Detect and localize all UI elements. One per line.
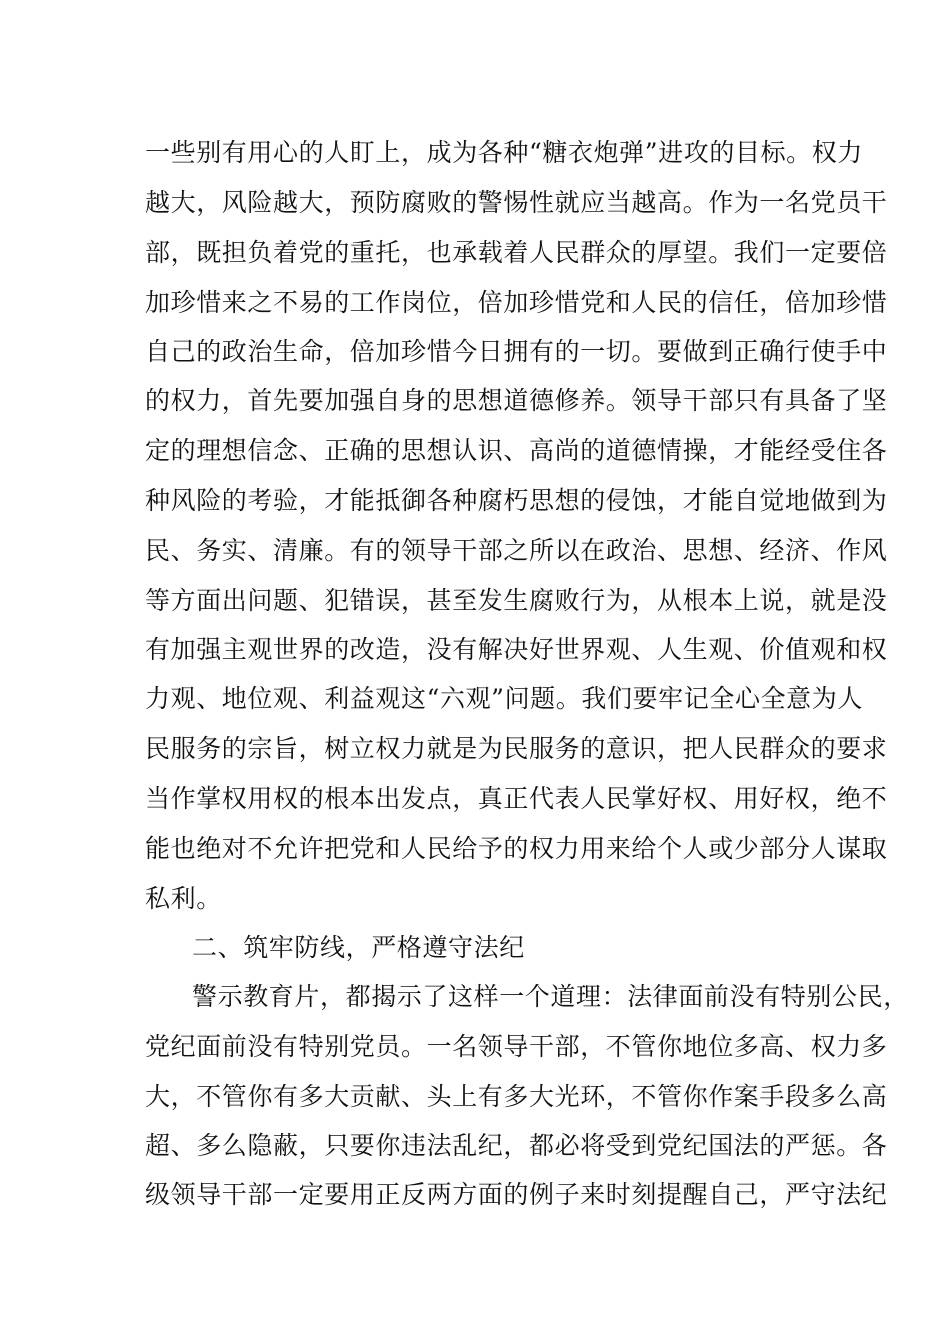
body-line: 自己的政治生命，倍加珍惜今日拥有的一切。要做到正确行使手中 (145, 337, 888, 366)
body-line: 能也绝对不允许把党和人民给予的权力用来给个人或少部分人谋取 (145, 834, 888, 863)
body-line: 的权力，首先要加强自身的思想道德修养。领导干部只有具备了坚 (145, 386, 888, 415)
body-line: 定的理想信念、正确的思想认识、高尚的道德情操，才能经受住各 (145, 436, 888, 465)
body-line: 民、务实、清廉。有的领导干部之所以在政治、思想、经济、作风 (145, 536, 888, 565)
body-line: 加珍惜来之不易的工作岗位，倍加珍惜党和人民的信任，倍加珍惜 (145, 288, 888, 317)
body-line: 党纪面前没有特别党员。一名领导干部，不管你地位多高、权力多 (145, 1032, 888, 1061)
body-line: 私利。 (145, 884, 222, 913)
section-heading: 二、筑牢防线，严格遵守法纪 (192, 933, 525, 962)
body-line: 越大，风险越大，预防腐败的警惕性就应当越高。作为一名党员干 (145, 188, 888, 217)
body-line: 等方面出问题、犯错误，甚至发生腐败行为，从根本上说，就是没 (145, 586, 888, 615)
body-line: 警示教育片，都揭示了这样一个道理：法律面前没有特别公民， (192, 982, 909, 1011)
body-line: 部，既担负着党的重托，也承载着人民群众的厚望。我们一定要倍 (145, 238, 888, 267)
body-line: 大，不管你有多大贡献、头上有多大光环，不管你作案手段多么高 (145, 1082, 888, 1111)
body-line: 级领导干部一定要用正反两方面的例子来时刻提醒自己，严守法纪 (145, 1180, 888, 1209)
body-line: 当作掌权用权的根本出发点，真正代表人民掌好权、用好权，绝不 (145, 784, 888, 813)
body-line: 一些别有用心的人盯上，成为各种“糖衣炮弹”进攻的目标。权力 (145, 138, 863, 167)
body-line: 力观、地位观、利益观这“六观”问题。我们要牢记全心全意为人 (145, 684, 863, 713)
body-line: 种风险的考验，才能抵御各种腐朽思想的侵蚀，才能自觉地做到为 (145, 486, 888, 515)
body-line: 有加强主观世界的改造，没有解决好世界观、人生观、价值观和权 (145, 635, 888, 664)
body-line: 超、多么隐蔽，只要你违法乱纪，都必将受到党纪国法的严惩。各 (145, 1131, 888, 1160)
body-line: 民服务的宗旨，树立权力就是为民服务的意识，把人民群众的要求 (145, 734, 888, 763)
